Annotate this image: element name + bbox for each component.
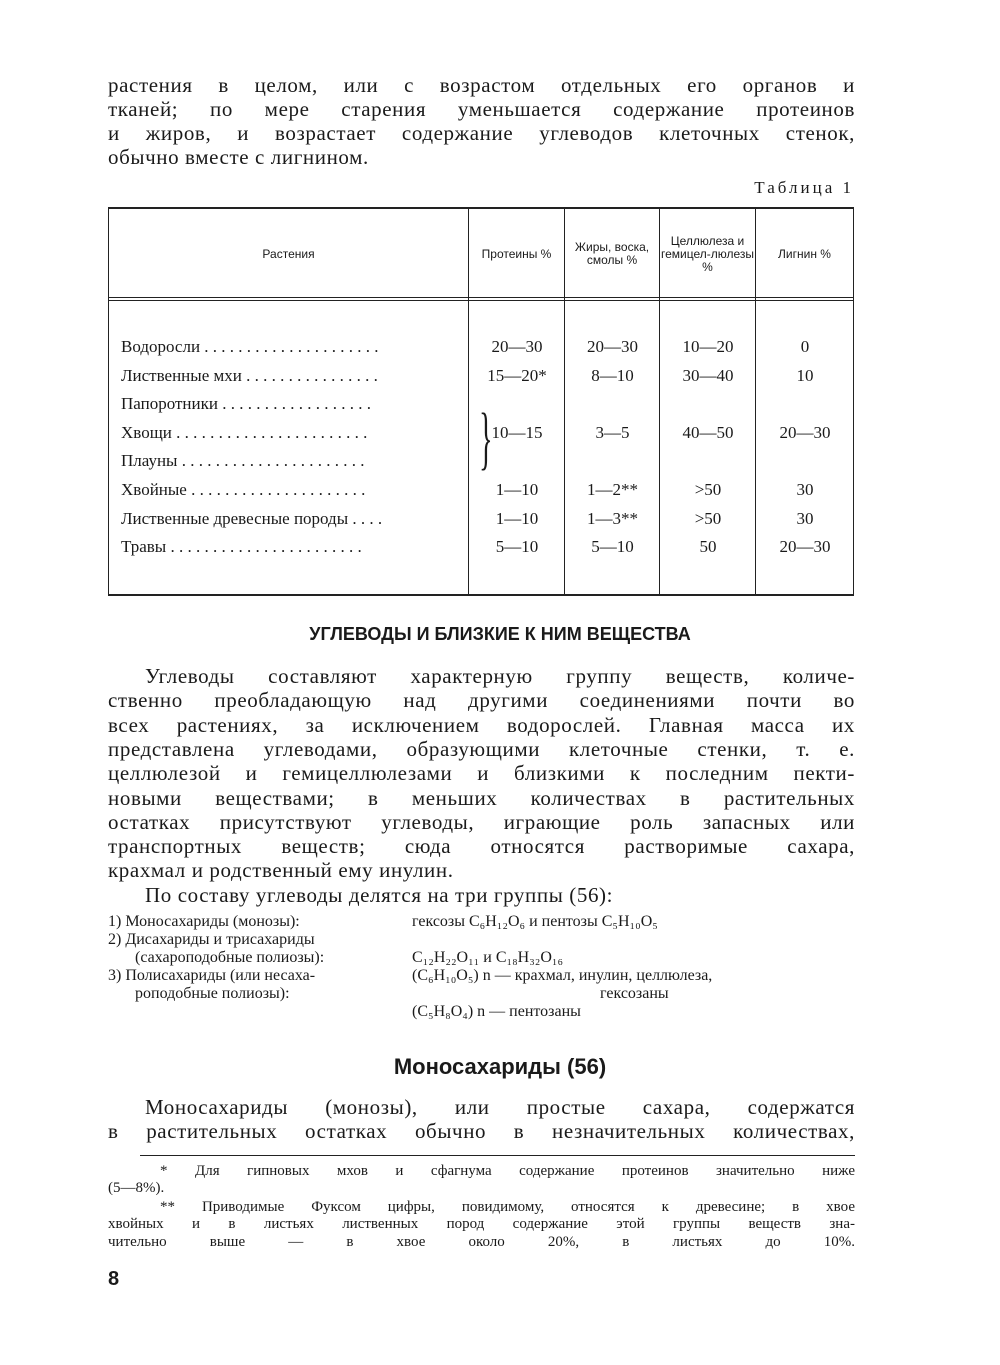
table-cell: 15—20*	[487, 365, 547, 385]
table-row	[109, 537, 853, 565]
group-label: 1) Моносахариды (монозы):	[108, 913, 300, 930]
text-line: По составу углеводы делятся на три группы (56):	[145, 882, 614, 907]
brace: }	[479, 400, 493, 477]
table-cell: 50	[699, 537, 717, 557]
group-label: роподобные полиозы):	[135, 985, 290, 1002]
text-line: крахмал и родственный ему инулин.	[108, 858, 454, 883]
group-label: 3) Полисахариды (или несаха-	[108, 967, 316, 984]
data-table	[108, 207, 854, 596]
table-cell: 30	[796, 508, 814, 528]
text-line: новыми веществами; в меньших количествах в растительных	[108, 785, 855, 810]
table-cell: 8—10	[591, 365, 634, 385]
table-cell: 10—15	[491, 422, 543, 442]
table-row	[109, 480, 853, 508]
group-label: 2) Дисахариды и трисахариды	[108, 931, 315, 948]
table-cell: 20—30	[587, 337, 638, 356]
text-line: Углеводы составляют характерную группу веществ, количе-	[145, 664, 855, 688]
table-cell: >50	[694, 480, 722, 499]
table-row	[109, 394, 853, 422]
table-header: Жиры, воска, смолы %	[574, 240, 650, 267]
text-line: тканей; по мере старения уменьшается содержание протеинов	[108, 97, 855, 121]
table-row	[109, 366, 853, 394]
group-formula: (C₆H₁₀O₅) n — крахмал, инулин, целлюлеза,	[412, 967, 713, 984]
footnote: * Для гипновых мхов и сфагнума содержание протеинов значительно ниже	[160, 1163, 855, 1179]
footnote: чительно выше — в хвое около 20%, в листьях до 10%.	[108, 1234, 855, 1250]
table-cell: 20—30	[491, 337, 543, 356]
text-line: в растительных остатках обычно в незначительных количествах,	[108, 1119, 855, 1143]
group-formula: C₁₂H₂₂O₁₁ и C₁₈H₃₂O₁₆	[412, 949, 564, 966]
plant-name: Папоротники . . . . . . . . . . . . . . . . . .	[121, 394, 371, 414]
table-cell: 0	[800, 337, 810, 356]
group-formula: (C₅H₈O₄) n — пентозаны	[412, 1003, 581, 1020]
table-row	[109, 509, 853, 537]
text-line: растения в целом, или с возрастом отдельных его органов и	[108, 73, 855, 97]
text-line: целлюлезой и гемицеллюлезами и близкими к последним пекти-	[108, 761, 855, 786]
table-cell: 3—5	[595, 422, 630, 442]
section-heading: УГЛЕВОДЫ И БЛИЗКИЕ К НИМ ВЕЩЕСТВА	[309, 624, 691, 644]
plant-name: Водоросли . . . . . . . . . . . . . . . . . . . . .	[121, 337, 379, 356]
group-label: (сахароподобные полиозы):	[135, 949, 325, 966]
table-cell: 1—3**	[587, 508, 638, 528]
plant-name: Хвойные . . . . . . . . . . . . . . . . . . . . .	[121, 480, 366, 499]
page-number: 8	[108, 1268, 120, 1290]
subsection-heading: Моносахариды (56)	[393, 1054, 607, 1079]
table-row	[109, 451, 853, 479]
table-cell: 1—2**	[587, 480, 638, 499]
table-cell: >50	[694, 508, 722, 528]
table-row	[109, 337, 853, 365]
table-cell: 30	[796, 480, 814, 499]
plant-name: Хвощи . . . . . . . . . . . . . . . . . . . . . . .	[121, 422, 368, 442]
text-line: остатках присутствуют углеводы, играющие роль запасных или	[108, 809, 855, 834]
table-cell: 10—20	[682, 337, 734, 356]
plant-name: Лиственные древесные породы . . . .	[121, 508, 383, 528]
table-header: Лигнин %	[778, 246, 831, 261]
table-cell: 20—30	[779, 422, 831, 442]
footnote: (5—8%).	[108, 1180, 165, 1196]
text-line: Моносахариды (монозы), или простые сахара, содержатся	[145, 1095, 855, 1119]
table-cell: 1—10	[495, 508, 539, 528]
table-cell: 40—50	[682, 422, 734, 442]
table-row	[109, 423, 853, 451]
plant-name: Лиственные мхи . . . . . . . . . . . . . . . .	[121, 365, 378, 385]
table-cell: 5—10	[591, 537, 634, 557]
group-formula: гексозы C₆H₁₂O₆ и пентозы C₅H₁₀O₅	[412, 913, 658, 930]
plant-name: Травы . . . . . . . . . . . . . . . . . . . . . . .	[121, 537, 362, 557]
footnote: хвойных и в листьях лиственных пород содержание этой группы веществ зна-	[108, 1216, 855, 1232]
table-header: Протеины %	[481, 246, 552, 261]
plant-name: Плауны . . . . . . . . . . . . . . . . . . . . . .	[121, 451, 365, 471]
text-line: всех растениях, за исключением водорослей. Главная масса их	[108, 712, 855, 737]
table-cell: 5—10	[495, 537, 539, 557]
text-line: представлена углеводами, образующими клеточные стенки, т. е.	[108, 736, 855, 761]
footnote: ** Приводимые Фуксом цифры, повидимому, относятся к древесине; в хвое	[160, 1199, 855, 1215]
table-header: Целлюлеза и гемицел-люлезы %	[660, 233, 755, 274]
text-line: транспортных веществ; сюда относятся растворимые сахара,	[108, 834, 855, 859]
table-header: Растения	[262, 246, 315, 261]
text-line: и жиров, и возрастает содержание углеводов клеточных стенок,	[108, 121, 855, 145]
table-cell: 20—30	[779, 537, 831, 557]
table-cell: 1—10	[495, 480, 539, 499]
table-cell: 30—40	[682, 365, 734, 385]
table-cell: 10	[796, 365, 814, 385]
text-line: обычно вместе с лигнином.	[108, 145, 369, 169]
table-caption: Таблица 1	[754, 178, 854, 197]
footnote-rule	[140, 1155, 855, 1156]
text-line: ственно преобладающую над другими соединениями почти во	[108, 688, 855, 713]
group-formula: гексозаны	[600, 985, 669, 1002]
